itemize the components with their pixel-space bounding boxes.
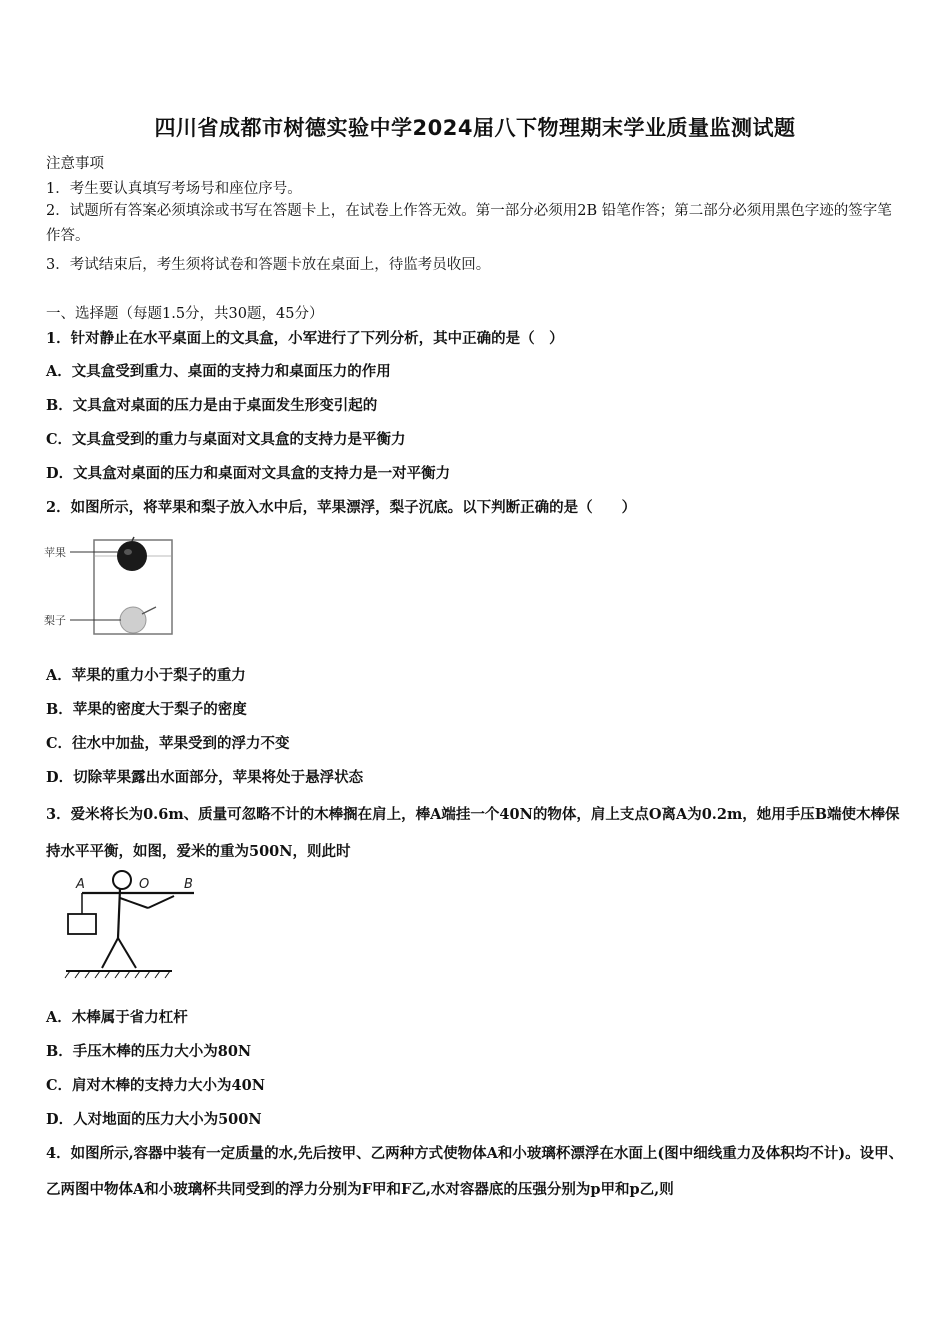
apple-pear-figure [44,534,180,638]
question-3-option-c: C．肩对木棒的支持力大小为40N [46,1077,265,1094]
notice-item-2: 2．试题所有答案必须填涂或书写在答题卡上，在试卷上作答无效。第一部分必须用2B 铅笔作答；第二部分必须用黑色字迹的签字笔作答。 [46,203,892,244]
question-1-option-c: C．文具盒受到的重力与桌面对文具盒的支持力是平衡力 [46,431,406,448]
question-2-option-b: B．苹果的密度大于梨子的密度 [46,701,247,718]
question-1-option-b: B．文具盒对桌面的压力是由于桌面发生形变引起的 [46,397,378,414]
question-2-option-a: A．苹果的重力小于梨子的重力 [46,667,246,684]
question-2-option-c: C．往水中加盐，苹果受到的浮力不变 [46,735,290,752]
question-1-option-d: D．文具盒对桌面的压力和桌面对文具盒的支持力是一对平衡力 [46,465,451,482]
question-4-stem: 4．如图所示,容器中装有一定质量的水,先后按甲、乙两种方式使物体A和小玻璃杯漂浮在水面上(图中细线重力及体积均不计)。设甲、乙两图中物体A和小玻璃杯共同受到的浮力分别为F甲和F乙,水对容器底的压强分别为p甲和p乙,则 [46,1145,904,1198]
pear-stem [142,607,156,614]
ground-hatching [65,971,170,978]
person-left-leg [102,938,118,968]
person-arm [120,898,148,908]
question-3-option-d: D．人对地面的压力大小为500N [46,1111,262,1128]
person-body [118,889,120,938]
person-head [113,871,131,889]
pear-label: 梨子 [44,614,66,627]
question-2-option-d: D．切除苹果露出水面部分，苹果将处于悬浮状态 [46,769,364,786]
person-right-leg [118,938,136,968]
point-a-label: A [76,877,85,892]
pear-shape [120,607,146,633]
page-title: 四川省成都市树德实验中学2024届八下物理期末学业质量监测试题 [154,116,796,140]
point-o-label: O [139,877,150,892]
question-2-stem: 2．如图所示，将苹果和梨子放入水中后，苹果漂浮，梨子沉底。以下判断正确的是（ ） [46,499,637,516]
lever-figure [62,868,212,980]
question-3-option-b: B．手压木棒的压力大小为80N [46,1043,252,1060]
apple-label: 苹果 [44,546,66,559]
question-1-stem: 1．针对静止在水平桌面上的文具盒，小军进行了下列分析，其中正确的是（ ） [46,330,564,347]
notice-heading: 注意事项 [46,156,104,172]
apple-shape [117,541,147,571]
person-forearm [148,896,174,908]
question-3-stem: 3．爱米将长为0.6m、质量可忽略不计的木棒搁在肩上，棒A端挂一个40N的物体，肩上支点O离A为0.2m，她用手压B端使木棒保持水平平衡，如图，爱米的重为500N，则此时 [46,806,900,860]
section-heading: 一、选择题（每题1.5分，共30题，45分） [46,306,324,322]
notice-item-1: 1．考生要认真填写考场号和座位序号。 [46,181,302,197]
question-3-option-a: A．木棒属于省力杠杆 [46,1009,188,1026]
apple-highlight [124,549,132,555]
notice-item-3: 3．考试结束后，考生须将试卷和答题卡放在桌面上，待监考员收回。 [46,257,491,273]
point-b-label: B [184,877,193,892]
hanging-object [68,914,96,934]
question-1-option-a: A．文具盒受到重力、桌面的支持力和桌面压力的作用 [46,363,391,380]
